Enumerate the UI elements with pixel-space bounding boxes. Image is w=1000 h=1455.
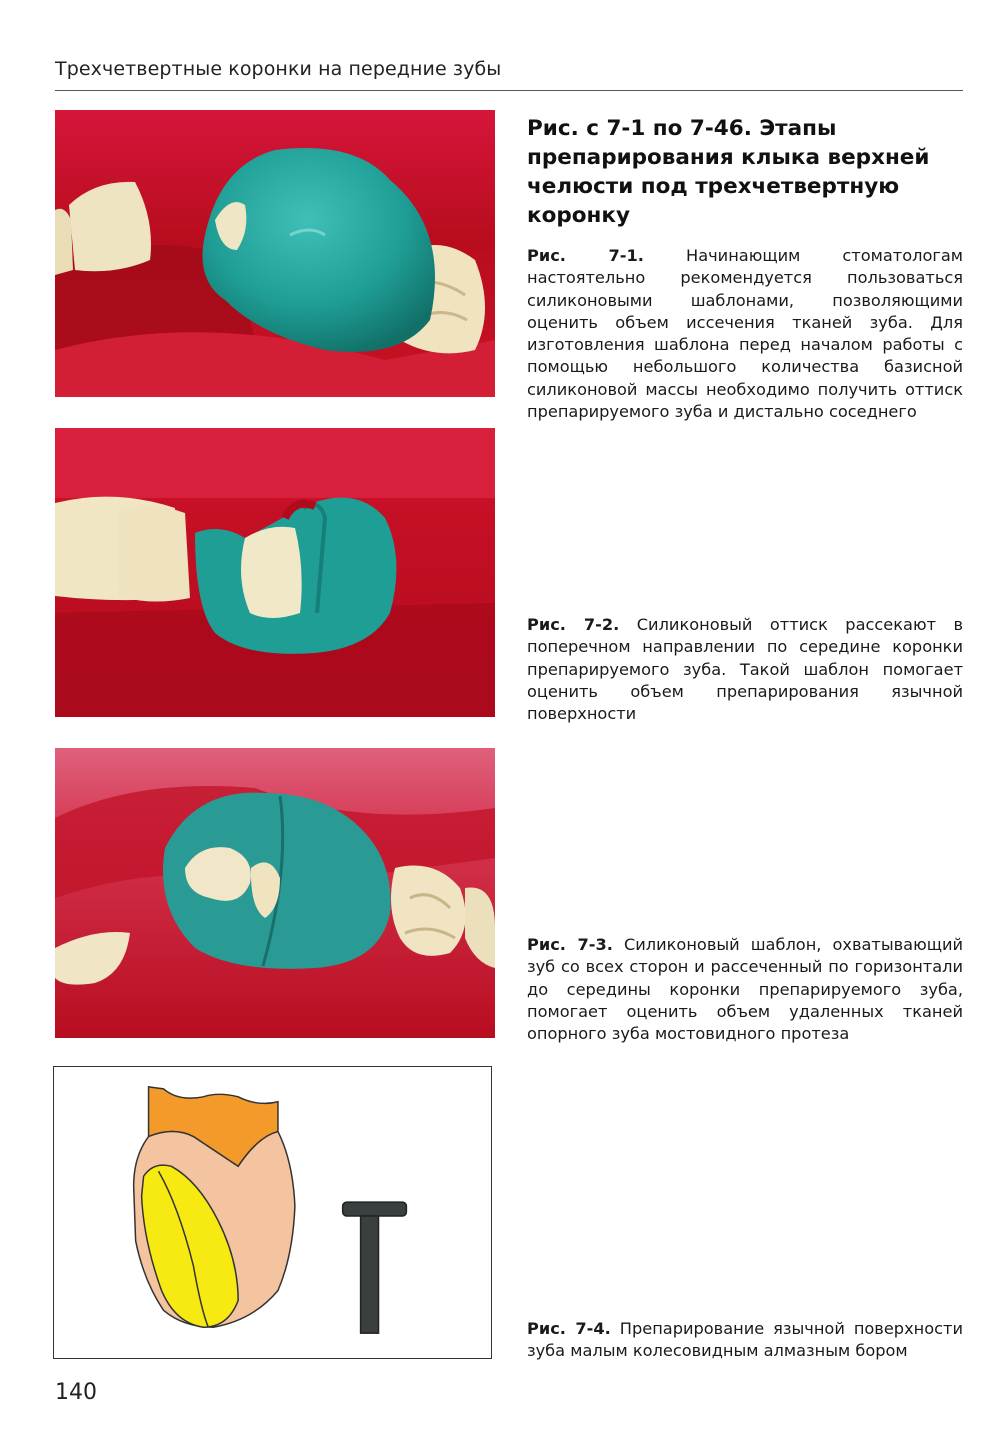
caption-text: Силиконовый шаблон, охватывающий зуб со всех сторон и рассеченный по горизонтали до середины коронки препарируемого зуба, помогает оценить объем удаленных тканей опорного зуба мостовидного протеза xyxy=(527,935,964,1044)
figure-7-1-photo xyxy=(55,110,495,397)
caption-figure-7-1 xyxy=(527,245,963,423)
running-head: Трехчетвертные коронки на передние зубы xyxy=(55,58,502,80)
figure-7-2-photo xyxy=(55,428,495,717)
caption-label: Рис. 7-1. xyxy=(527,246,644,265)
bur-shank xyxy=(361,1216,379,1333)
figure-7-4-diagram xyxy=(53,1066,492,1359)
caption-figure-7-4 xyxy=(527,1318,963,1363)
page-number: 140 xyxy=(55,1380,97,1405)
bur-wheel xyxy=(343,1202,407,1216)
header-rule xyxy=(55,90,963,91)
section-title: Рис. с 7-1 по 7-46. Этапы препарирования клыка верхней челюсти под трехчетвертную коронку xyxy=(527,116,930,228)
caption-label: Рис. 7-2. xyxy=(527,615,620,634)
caption-figure-7-2 xyxy=(527,614,963,725)
caption-label: Рис. 7-4. xyxy=(527,1319,611,1338)
caption-figure-7-3 xyxy=(527,934,963,1045)
figure-7-3-photo xyxy=(55,748,495,1038)
caption-text: Силиконовый оттиск рассекают в поперечном направлении по середине коронки препарируемого зуба. Такой шаблон помогает оценить объем препарирования язычной поверхности xyxy=(527,615,964,724)
caption-text: Начинающим стоматологам настоятельно рекомендуется пользоваться силиконовыми шаблонами, позволяющими оценить объем иссечения тканей зуба. Для изготовления шаблона перед началом работы с помощью небольшого количества базисной силиконовой массы необходимо получить оттиск препарируемого зуба и дистально соседнего xyxy=(527,246,963,422)
caption-text: Препарирование язычной поверхности зуба малым колесовидным алмазным бором xyxy=(527,1319,963,1361)
caption-label: Рис. 7-3. xyxy=(527,935,613,954)
